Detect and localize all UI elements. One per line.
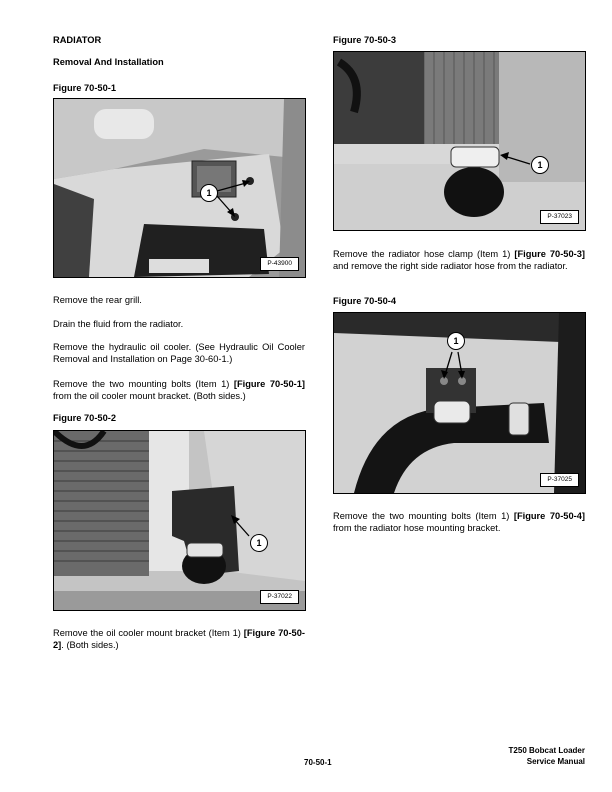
step-remove-oil-cooler-bracket <box>53 627 305 651</box>
subsection-title: Removal And Installation <box>53 57 164 67</box>
step-text: from the oil cooler mount bracket. (Both sides.) <box>53 391 246 401</box>
step-text: Remove the oil cooler mount bracket (Item 1) <box>53 628 244 638</box>
callout-item-1: 1 <box>200 184 218 202</box>
figure-caption: Figure 70-50-2 <box>53 413 117 423</box>
figure-caption: Figure 70-50-4 <box>333 296 397 306</box>
section-title: RADIATOR <box>53 35 102 45</box>
figure-photo-3 <box>333 51 586 231</box>
figure-caption: Figure 70-50-3 <box>333 35 397 45</box>
manual-line: Service Manual <box>526 757 585 766</box>
figure-photo-1 <box>53 98 306 278</box>
step-text: Remove the two mounting bolts (Item 1) <box>333 511 514 521</box>
model-line: T250 Bobcat Loader <box>508 746 585 755</box>
step-remove-hose-bracket-bolts <box>333 510 585 534</box>
photo-id-label: P-43900 <box>260 257 299 271</box>
radiator-hose-clamp-image <box>334 52 585 230</box>
figure-photo-2 <box>53 430 306 611</box>
step-remove-rear-grill: Remove the rear grill. <box>53 295 142 305</box>
machine-panel-image <box>54 99 305 277</box>
manual-title-block <box>509 746 585 766</box>
step-text: Remove the two mounting bolts (Item 1) <box>53 379 234 389</box>
step-text: Remove the radiator hose clamp (Item 1) <box>333 249 515 259</box>
figure-reference: [Figure 70-50-2] <box>53 628 305 650</box>
step-text: . (Both sides.) <box>61 640 119 650</box>
step-drain-fluid: Drain the fluid from the radiator. <box>53 319 184 329</box>
figure-reference: [Figure 70-50-3] <box>514 249 585 259</box>
callout-item-1: 1 <box>250 534 268 552</box>
step-text: and remove the right side radiator hose from the radiator. <box>333 261 568 271</box>
radiator-bracket-image <box>54 431 305 610</box>
figure-photo-4 <box>333 312 586 494</box>
photo-id-label: P-37023 <box>540 210 579 224</box>
step-remove-oil-cooler: Remove the hydraulic oil cooler. (See Hydraulic Oil Cooler Removal and Installation on Page 30-60-1.) <box>53 342 305 364</box>
photo-id-label: P-37025 <box>540 473 579 487</box>
figure-reference: [Figure 70-50-4] <box>513 511 585 521</box>
step-remove-hose-clamp <box>333 248 585 272</box>
step-remove-mounting-bolts <box>53 378 305 402</box>
step-text: from the radiator hose mounting bracket. <box>333 523 501 533</box>
figure-reference: [Figure 70-50-1] <box>233 379 305 389</box>
callout-item-1: 1 <box>531 156 549 174</box>
figure-caption: Figure 70-50-1 <box>53 83 117 93</box>
photo-id-label: P-37022 <box>260 590 299 604</box>
callout-item-1: 1 <box>447 332 465 350</box>
page-number: 70-50-1 <box>304 758 332 767</box>
